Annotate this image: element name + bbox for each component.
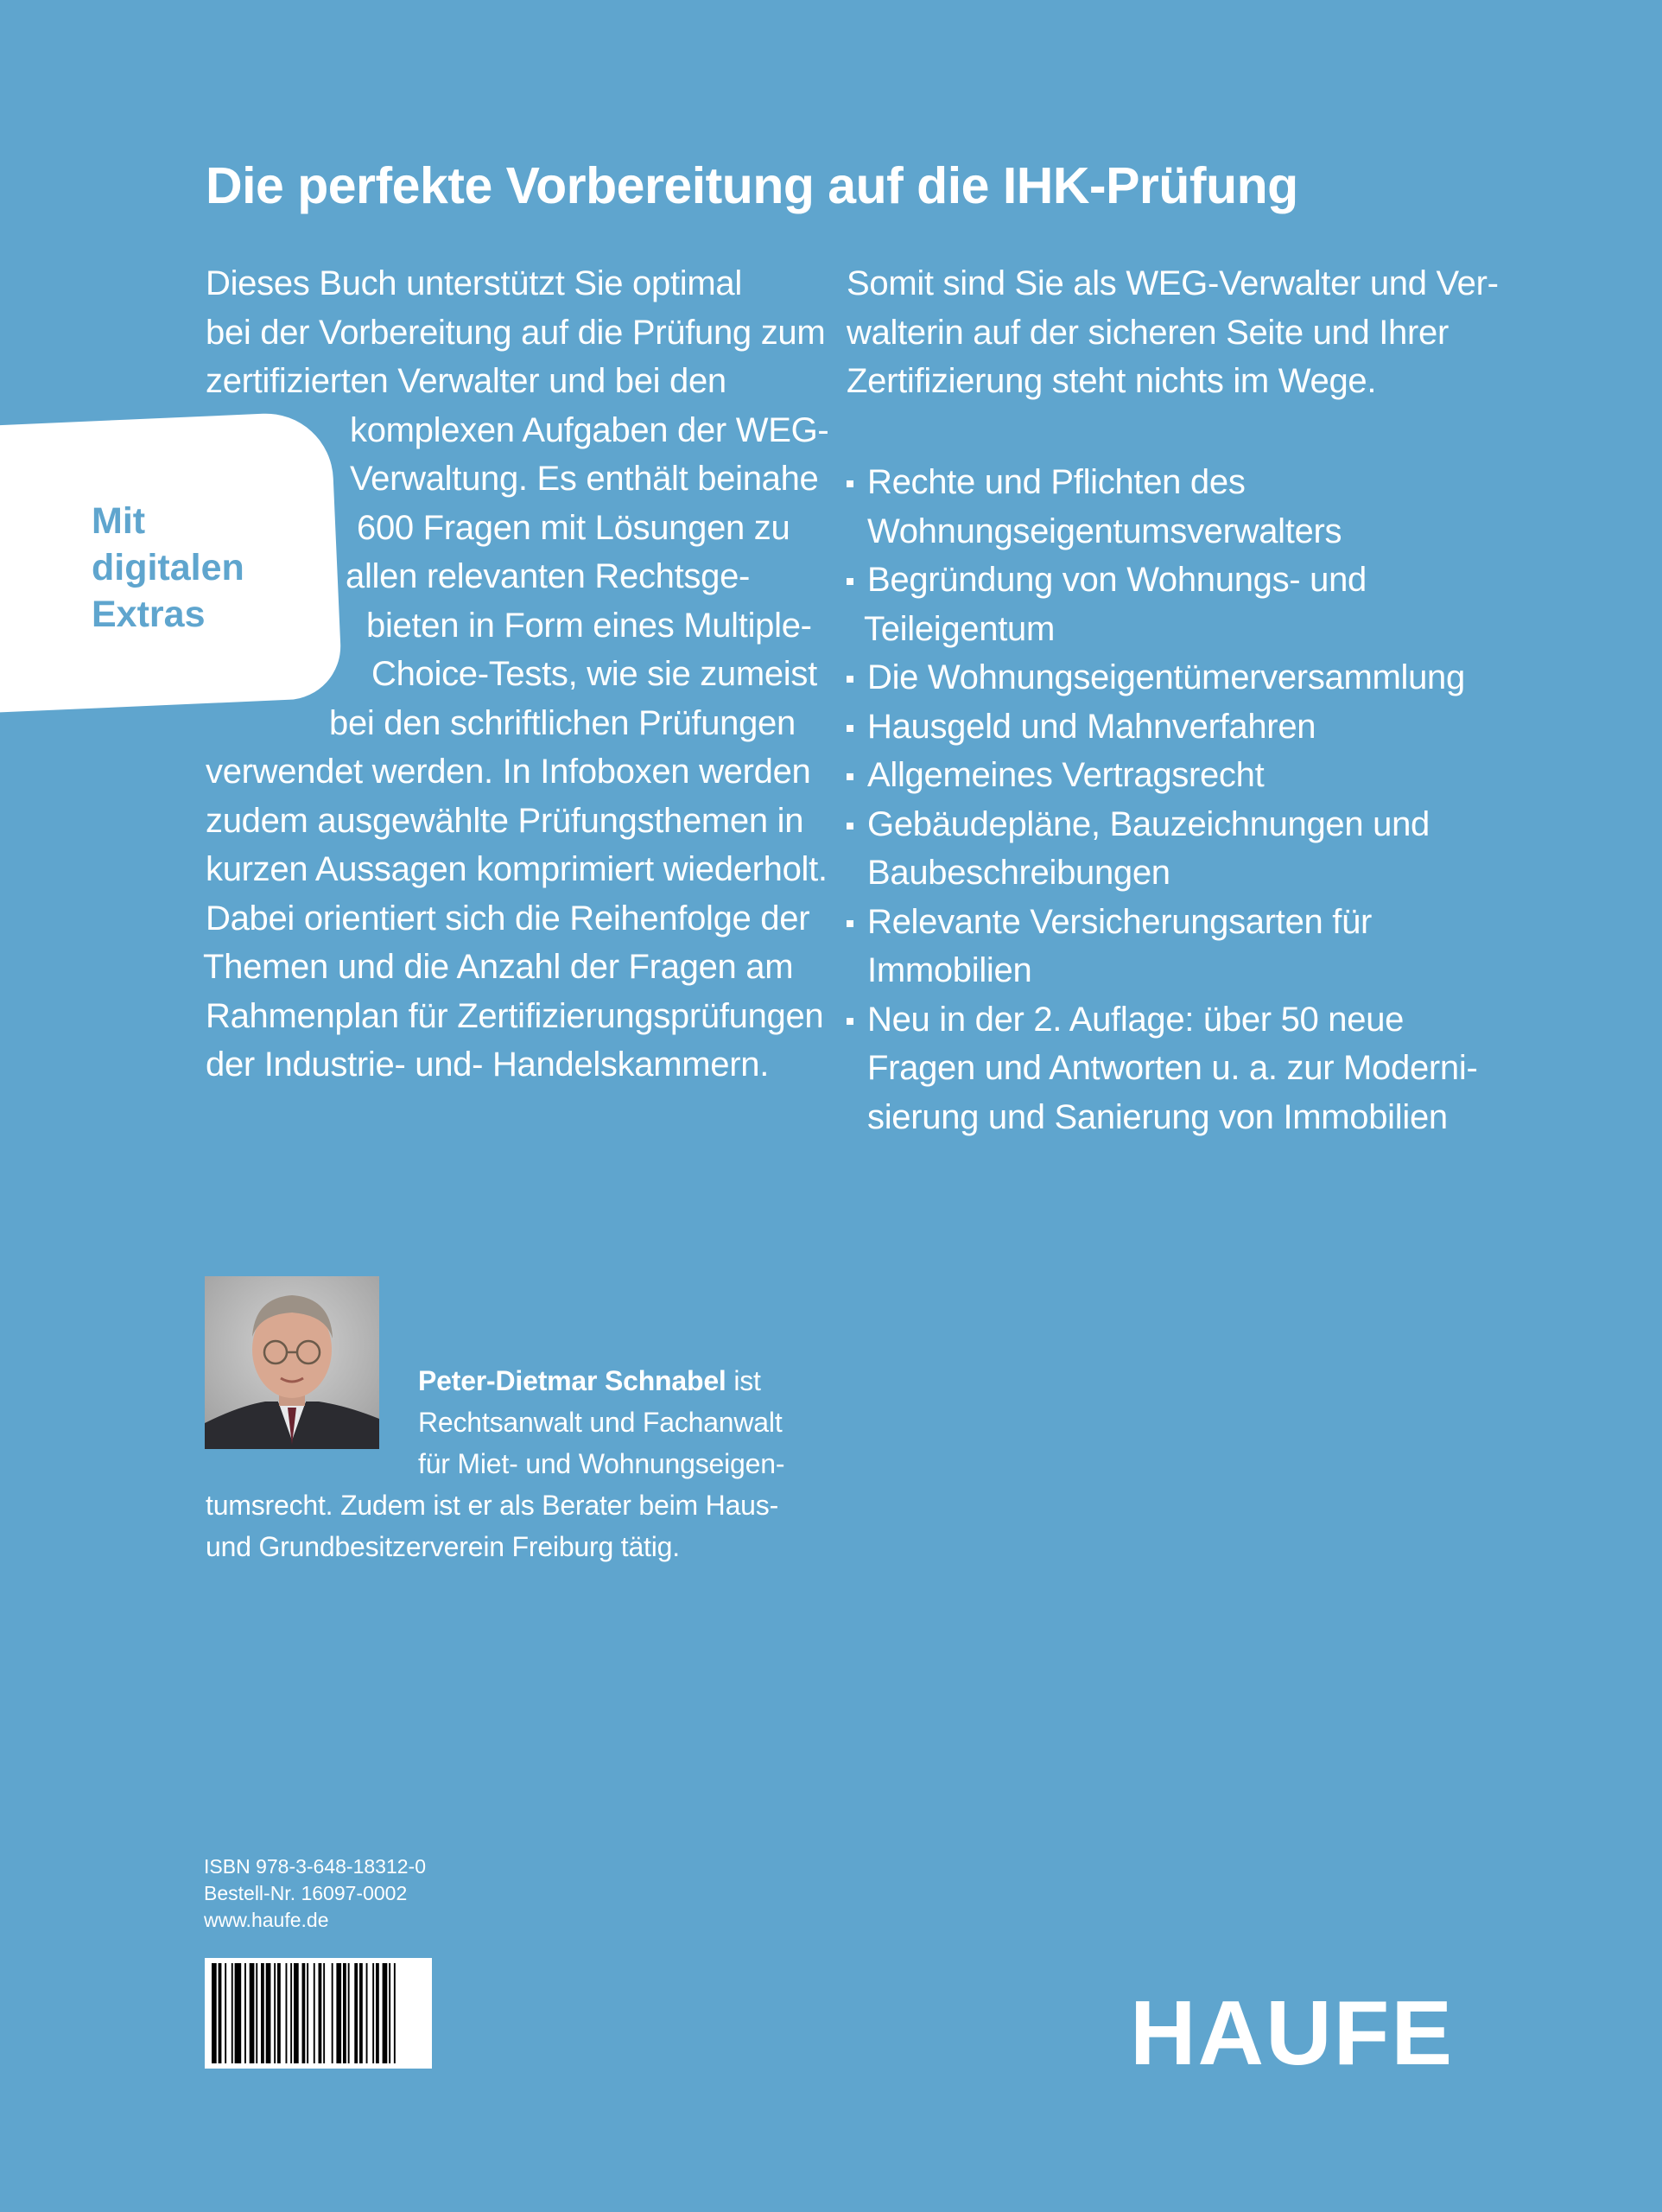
barcode-bar <box>354 1963 358 2063</box>
author-portrait-icon <box>205 1276 379 1449</box>
bullet-icon <box>847 676 853 683</box>
intro-line: Dabei orientiert sich die Reihenfolge der <box>206 899 810 938</box>
barcode-bar <box>323 1963 325 2063</box>
badge-line: digitalen <box>92 547 244 588</box>
barcode-bar <box>376 1963 379 2063</box>
author-bio-line: tumsrecht. Zudem ist er als Berater beim Haus- <box>206 1490 779 1521</box>
intro-line: bei den schriftlichen Prüfungen <box>329 703 796 742</box>
feature-line: sierung und Sanierung von Immobilien <box>867 1097 1448 1136</box>
feature-list <box>847 458 1477 1141</box>
intro-line: Themen und die Anzahl der Fragen am <box>203 948 794 986</box>
bullet-icon <box>847 725 853 732</box>
badge-line: Mit <box>92 500 146 542</box>
feature-line: Neu in der 2. Auflage: über 50 neue <box>867 1000 1405 1039</box>
feature-line: Die Wohnungseigentümerversammlung <box>867 658 1465 696</box>
barcode-bar <box>250 1963 255 2063</box>
barcode-bar <box>225 1963 226 2063</box>
feature-line: Gebäudepläne, Bauzeichnungen und <box>867 804 1430 843</box>
intro-line: bieten in Form eines Multiple- <box>366 606 812 645</box>
barcode-bar <box>314 1963 315 2063</box>
publisher-logo: HAUFE <box>1130 1982 1455 2084</box>
barcode-icon <box>205 1958 432 2069</box>
intro-line: verwendet werden. In Infoboxen werden <box>206 753 811 791</box>
feature-item <box>847 898 1477 995</box>
publisher-url: www.haufe.de <box>204 1909 329 1931</box>
barcode-bar <box>274 1963 276 2063</box>
bullet-icon <box>847 578 853 585</box>
barcode-bar <box>372 1963 374 2063</box>
imprint <box>204 1853 426 1934</box>
feature-item <box>847 653 1477 702</box>
bullet-icon <box>847 920 853 927</box>
feature-line: Relevante Versicherungsarten für <box>867 902 1373 941</box>
barcode-bar <box>394 1963 396 2063</box>
intro-line: allen relevanten Rechtsge- <box>346 557 751 595</box>
barcode-bar <box>294 1963 299 2063</box>
barcode-bar <box>261 1963 264 2063</box>
barcode-bar <box>348 1963 350 2063</box>
barcode-bar <box>266 1963 271 2063</box>
barcode-bar <box>244 1963 246 2063</box>
order-number: Bestell-Nr. 16097-0002 <box>204 1882 408 1904</box>
intro-line: der Industrie- und- Handelskammern. <box>206 1046 770 1084</box>
author-bio-line: Rechtsanwalt und Fachanwalt <box>418 1407 783 1438</box>
barcode-bar <box>319 1963 322 2063</box>
feature-line: Teileigentum <box>864 609 1055 648</box>
intro-line: komplexen Aufgaben der WEG- <box>350 410 829 449</box>
barcode-bar <box>366 1963 368 2063</box>
headline: Die perfekte Vorbereitung auf die IHK-Prüfung <box>206 157 1298 214</box>
feature-line: Rechte und Pflichten des <box>867 463 1246 501</box>
author-bio-line: und Grundbesitzerverein Freiburg tätig. <box>206 1531 680 1562</box>
barcode <box>205 1958 432 2069</box>
intro-line: Choice-Tests, wie sie zumeist <box>371 655 817 693</box>
intro-line: 600 Fragen mit Lösungen zu <box>357 508 790 547</box>
feature-line: Wohnungseigentumsverwalters <box>867 512 1342 550</box>
barcode-bar <box>389 1963 390 2063</box>
intro-line: zertifizierten Verwalter und bei den <box>206 362 726 400</box>
bullet-icon <box>847 773 853 780</box>
feature-item <box>847 458 1477 556</box>
intro-line: Dieses Buch unterstützt Sie optimal <box>206 264 742 302</box>
bullet-icon <box>847 1018 853 1025</box>
barcode-bar <box>286 1963 288 2063</box>
intro-line: zudem ausgewählte Prüfungsthemen in <box>206 801 804 840</box>
intro-right-line: walterin auf der sicheren Seite und Ihrer <box>847 313 1449 352</box>
intro-text <box>203 259 829 1090</box>
intro-right-line: Somit sind Sie als WEG-Verwalter und Ver- <box>847 264 1499 302</box>
feature-item <box>847 751 1477 800</box>
barcode-bar <box>219 1963 222 2063</box>
barcode-bar <box>336 1963 341 2063</box>
barcode-bar <box>277 1963 281 2063</box>
intro-right-text <box>847 259 1499 406</box>
isbn: ISBN 978-3-648-18312-0 <box>204 1855 426 1878</box>
feature-line: Begründung von Wohnungs- und <box>867 561 1367 599</box>
barcode-bar <box>307 1963 308 2063</box>
feature-item <box>847 702 1477 752</box>
intro-line: Rahmenplan für Zertifizierungsprüfungen <box>206 996 824 1035</box>
barcode-bar <box>232 1963 233 2063</box>
intro-line: bei der Vorbereitung auf die Prüfung zum <box>206 313 826 352</box>
author-bio <box>418 1360 784 1484</box>
intro-line: kurzen Aussagen komprimiert wiederholt. <box>206 850 828 888</box>
barcode-bar <box>359 1963 363 2063</box>
feature-line: Hausgeld und Mahnverfahren <box>867 707 1316 746</box>
author-bio-text: ist <box>726 1365 761 1396</box>
barcode-bar <box>383 1963 388 2063</box>
barcode-bar <box>256 1963 257 2063</box>
badge-line: Extras <box>92 594 206 635</box>
author-bio-continued <box>206 1484 778 1567</box>
barcode-bar <box>343 1963 346 2063</box>
feature-line: Allgemeines Vertragsrecht <box>867 756 1265 794</box>
bullet-icon <box>847 480 853 487</box>
feature-line: Baubeschreibungen <box>867 854 1170 892</box>
feature-item <box>847 556 1477 653</box>
author-name: Peter-Dietmar Schnabel <box>418 1365 726 1396</box>
feature-item <box>847 995 1477 1142</box>
feature-line: Immobilien <box>867 951 1032 989</box>
author-bio-line: für Miet- und Wohnungseigen- <box>418 1448 785 1479</box>
barcode-bar <box>332 1963 333 2063</box>
bullet-icon <box>847 823 853 830</box>
author-bio-line <box>418 1360 784 1402</box>
intro-right-line: Zertifizierung steht nichts im Wege. <box>847 362 1377 400</box>
author-photo <box>205 1276 379 1449</box>
intro-line: Verwaltung. Es enthält beinahe <box>350 460 819 498</box>
barcode-bar <box>302 1963 306 2063</box>
barcode-bar <box>290 1963 292 2063</box>
barcode-bar <box>235 1963 242 2063</box>
barcode-bar <box>212 1963 217 2063</box>
feature-line: Fragen und Antworten u. a. zur Moderni- <box>867 1049 1478 1087</box>
feature-item <box>847 800 1477 898</box>
